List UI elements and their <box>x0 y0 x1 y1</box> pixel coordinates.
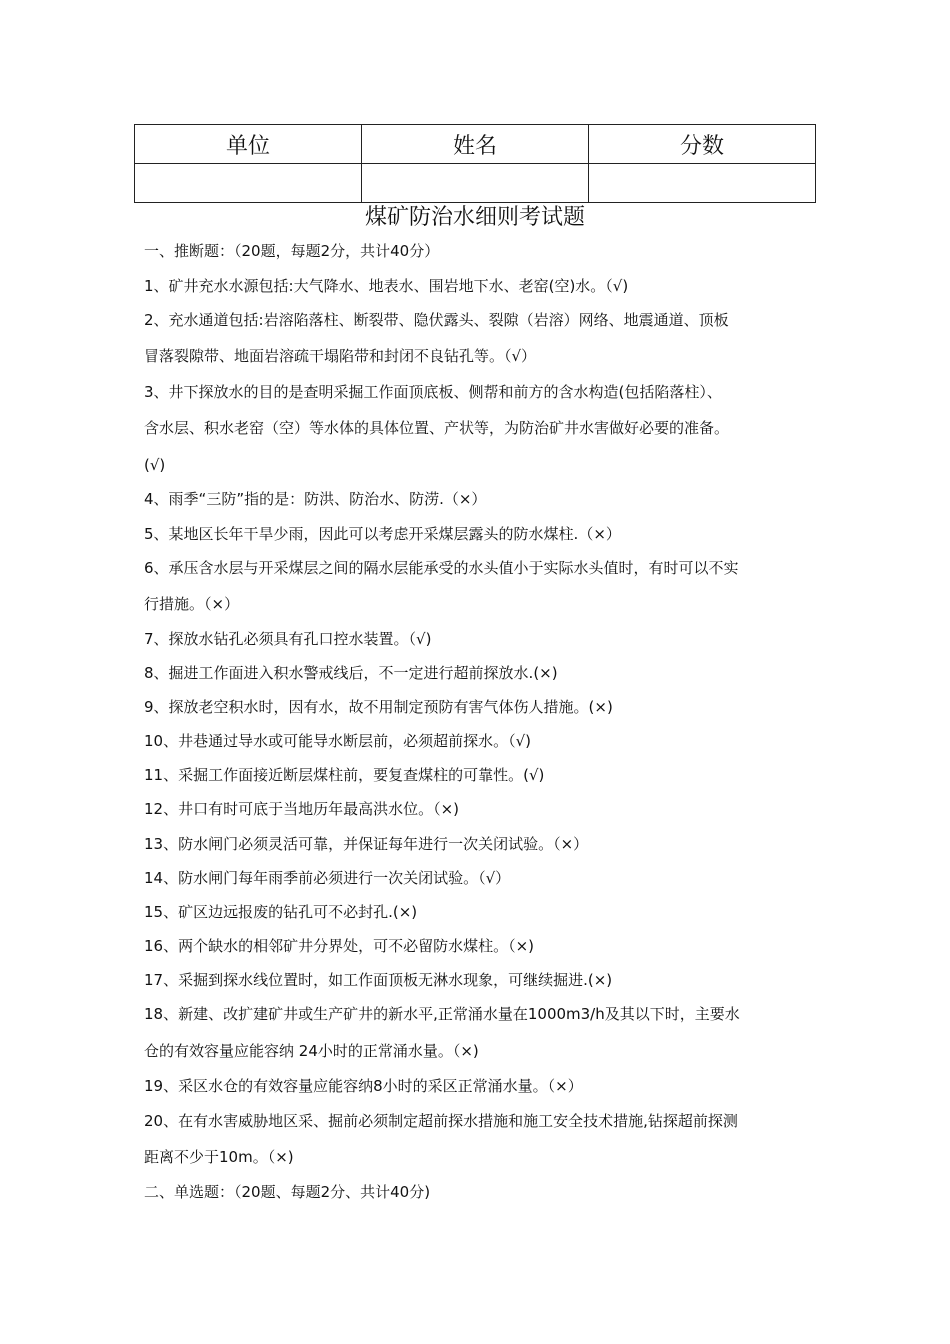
score-cell[interactable] <box>589 164 816 203</box>
question-line: (√) <box>144 456 166 474</box>
question-line: 14、防水闸门每年雨季前必须进行一次关闭试验。（√） <box>144 869 511 887</box>
question-line: 9、探放老空积水时，因有水，故不用制定预防有害气体伤人措施。(×) <box>144 698 613 716</box>
question-line: 冒落裂隙带、地面岩溶疏干塌陷带和封闭不良钻孔等。（√） <box>144 347 537 365</box>
question-line: 18、新建、改扩建矿井或生产矿井的新水平,正常涌水量在1000m3/h及其以下时，主要水 <box>144 1005 740 1023</box>
page-title: 煤矿防治水细则考试题 <box>364 205 585 230</box>
question-line: 7、探放水钻孔必须具有孔口控水装置。（√) <box>144 630 432 648</box>
question-line: 8、掘进工作面进入积水警戒线后，不一定进行超前探放水.(×) <box>144 664 558 682</box>
question-line: 含水层、积水老窑（空）等水体的具体位置、产状等，为防治矿井水害做好必要的准备。 <box>144 419 730 437</box>
question-line: 1、矿井充水水源包括:大气降水、地表水、围岩地下水、老窑(空)水。（√) <box>144 277 629 295</box>
score-header: 分数 <box>589 125 816 164</box>
unit-cell[interactable] <box>135 164 362 203</box>
section-heading: 二、单选题：（20题、每题2分、共计40分) <box>144 1183 431 1201</box>
question-line: 2、充水通道包括:岩溶陷落柱、断裂带、隐伏露头、裂隙（岩溶）网络、地震通道、顶板 <box>144 311 729 329</box>
question-line: 16、两个缺水的相邻矿井分界处，可不必留防水煤柱。（×) <box>144 937 535 955</box>
question-line: 4、雨季“三防”指的是：防洪、防治水、防涝.（×） <box>144 490 487 508</box>
name-cell[interactable] <box>362 164 589 203</box>
unit-header: 单位 <box>135 125 362 164</box>
section-heading: 一、推断题：（20题，每题2分，共计40分） <box>144 242 440 260</box>
question-line: 13、防水闸门必须灵活可靠，并保证每年进行一次关闭试验。（×） <box>144 835 589 853</box>
info-table-header-row <box>135 125 816 164</box>
question-line: 20、在有水害威胁地区采、掘前必须制定超前探水措施和施工安全技术措施,钻探超前探测 <box>144 1112 738 1130</box>
name-header: 姓名 <box>362 125 589 164</box>
info-table <box>134 124 816 203</box>
question-line: 行措施。（×） <box>144 595 240 613</box>
question-line: 15、矿区边远报废的钻孔可不必封孔.(×) <box>144 903 418 921</box>
question-line: 10、井巷通过导水或可能导水断层前，必须超前探水。（√) <box>144 732 531 750</box>
question-line: 11、采掘工作面接近断层煤柱前，要复查煤柱的可靠性。(√) <box>144 766 545 784</box>
question-line: 5、某地区长年干旱少雨，因此可以考虑开采煤层露头的防水煤柱.（×） <box>144 525 621 543</box>
question-line: 19、采区水仓的有效容量应能容纳8小时的采区正常涌水量。（×） <box>144 1077 583 1095</box>
question-line: 6、承压含水层与开采煤层之间的隔水层能承受的水头值小于实际水头值时，有时可以不实 <box>144 559 739 577</box>
question-line: 仓的有效容量应能容纳 24小时的正常涌水量。（×) <box>144 1042 479 1060</box>
question-line: 3、井下探放水的目的是查明采掘工作面顶底板、侧帮和前方的含水构造(包括陷落柱）、 <box>144 383 722 401</box>
info-table-input-row <box>135 164 816 203</box>
question-line: 17、采掘到探水线位置时，如工作面顶板无淋水现象，可继续掘进.(×) <box>144 971 613 989</box>
question-line: 12、井口有时可底于当地历年最高洪水位。（×) <box>144 800 460 818</box>
question-line: 距离不少于10m。（×) <box>144 1148 294 1166</box>
